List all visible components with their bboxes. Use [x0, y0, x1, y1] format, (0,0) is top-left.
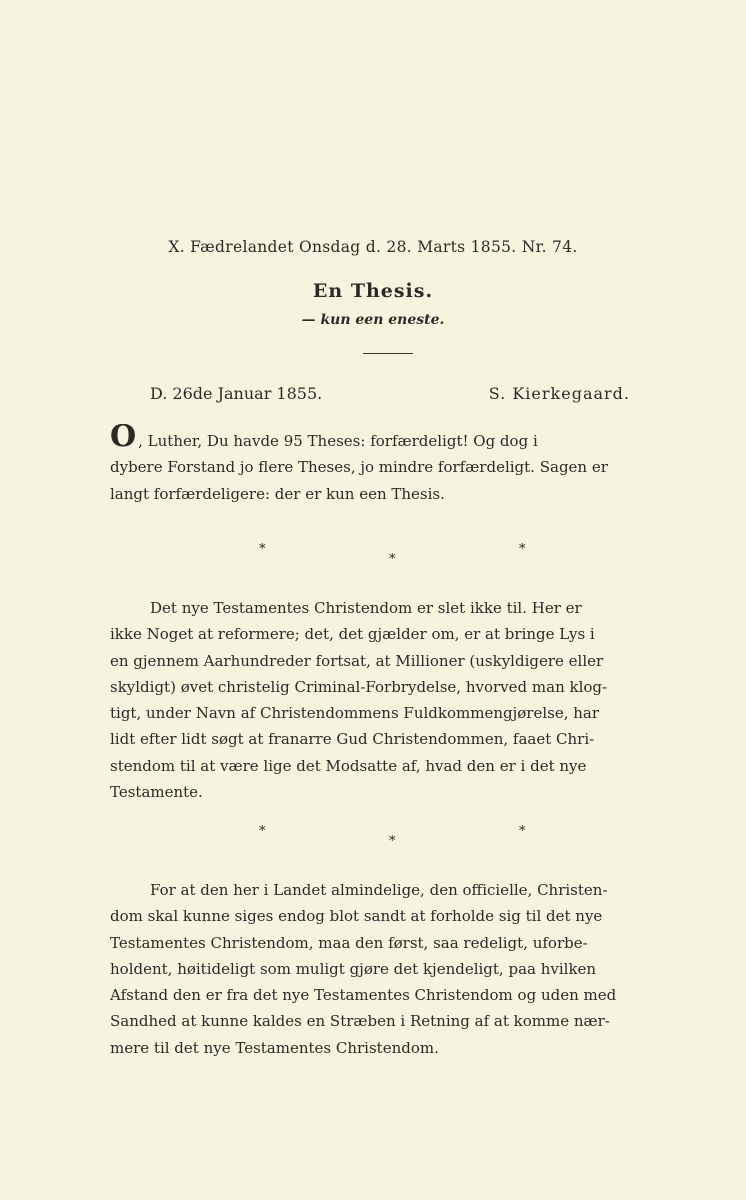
- paragraph-line: mere til det nye Testamentes Christendom.: [110, 1038, 439, 1057]
- paragraph-2: [110, 595, 642, 805]
- asterisk-ornament: *: [259, 824, 266, 839]
- paragraph-line: Sandhed at kunne kaldes en Stræben i Retning af at komme nær-: [110, 1012, 610, 1031]
- paragraph-line: Testamente.: [110, 783, 203, 802]
- paragraph-line: Testamentes Christendom, maa den først, saa redeligt, uforbe-: [110, 933, 588, 952]
- paragraph-line: tigt, under Navn af Christendommens Fuldkommengjørelse, har: [110, 704, 600, 723]
- paragraph-line: langt forfærdeligere: der er kun een Thesis.: [110, 484, 445, 503]
- asterisk-ornament: *: [389, 552, 396, 567]
- paragraph-line: O , Luther, Du havde 95 Theses: forfærdeligt! Og dog i: [110, 424, 642, 454]
- asterisk-ornament: *: [519, 542, 526, 557]
- paragraph-line: dybere Forstand jo flere Theses, jo mindre forfærdeligt. Sagen er: [110, 458, 608, 477]
- title-rule: [363, 353, 413, 354]
- article-author: S. Kierkegaard.: [488, 384, 630, 403]
- section-separator: [0, 824, 746, 854]
- drop-cap: O: [110, 424, 137, 454]
- paragraph-line: Afstand den er fra det nye Testamentes Christendom og uden med: [110, 986, 617, 1005]
- paragraph-line: stendom til at være lige det Modsatte af, hvad den er i det nye: [110, 756, 587, 775]
- section-separator: [0, 542, 746, 572]
- article-title: En Thesis.: [312, 280, 434, 302]
- asterisk-ornament: *: [259, 542, 266, 557]
- paragraph-1: [110, 424, 642, 507]
- paragraph-line: ikke Noget at reformere; det, det gjælder om, er at bringe Lys i: [110, 625, 595, 644]
- paragraph-line: Det nye Testamentes Christendom er slet ikke til. Her er: [150, 599, 582, 617]
- asterisk-ornament: *: [519, 824, 526, 839]
- paragraph-3: [110, 877, 642, 1061]
- paragraph-line: For at den her i Landet almindelige, den officielle, Christen-: [150, 881, 608, 899]
- newspaper-header: X. Fædrelandet Onsdag d. 28. Marts 1855. Nr. 74.: [168, 238, 578, 256]
- article-date: D. 26de Januar 1855.: [150, 384, 323, 403]
- paragraph-line: en gjennem Aarhundreder fortsat, at Millioner (uskyldigere eller: [110, 651, 604, 670]
- asterisk-ornament: *: [389, 834, 396, 849]
- paragraph-line: dom skal kunne siges endog blot sandt at forholde sig til det nye: [110, 907, 603, 926]
- paragraph-line: holdent, høitideligt som muligt gjøre det kjendeligt, paa hvilken: [110, 959, 597, 978]
- article-subtitle: — kun een eneste.: [301, 312, 445, 328]
- paragraph-line: skyldigt) øvet christelig Criminal-Forbrydelse, hvorved man klog-: [110, 677, 608, 696]
- paragraph-line: lidt efter lidt søgt at franarre Gud Christendommen, faaet Chri-: [110, 730, 595, 749]
